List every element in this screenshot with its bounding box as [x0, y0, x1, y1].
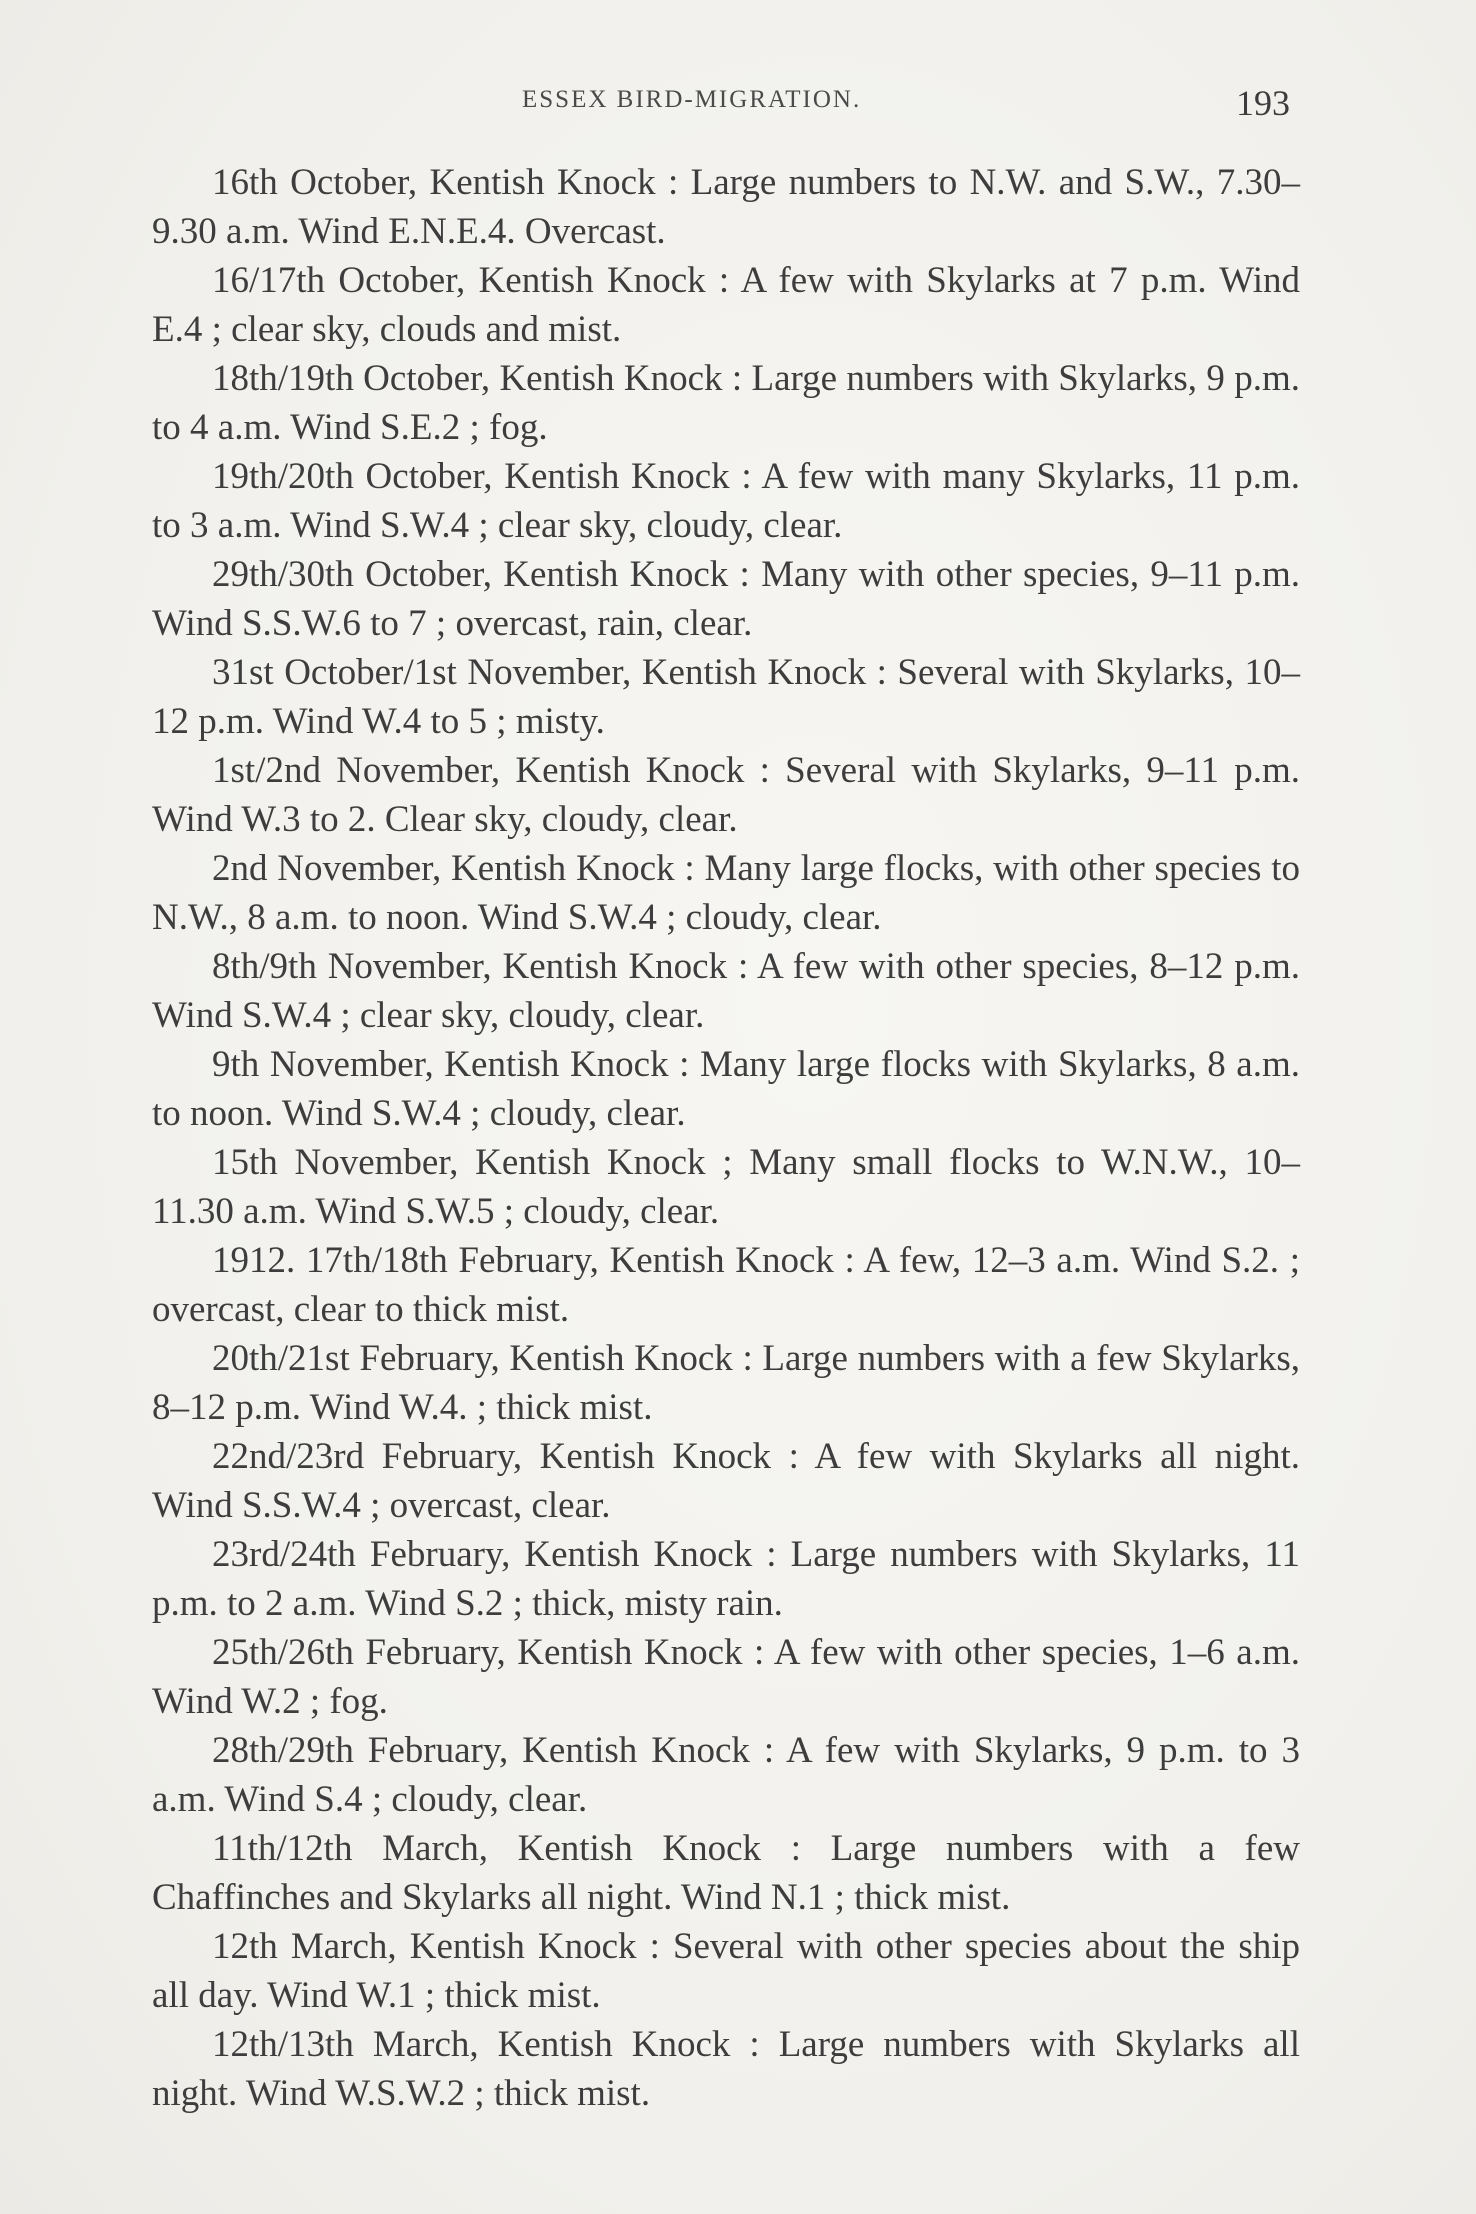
migration-entry: 1st/2nd November, Kentish Knock : Several with Skylarks, 9–11 p.m. Wind W.3 to 2. Clear sky, cloudy, clear.: [152, 750, 1300, 840]
migration-entry: 25th/26th February, Kentish Knock : A few with other species, 1–6 a.m. Wind W.2 ; fog.: [152, 1632, 1300, 1722]
migration-entry: 22nd/23rd February, Kentish Knock : A few with Skylarks all night. Wind S.S.W.4 ; overcast, clear.: [152, 1436, 1300, 1526]
migration-entry: 19th/20th October, Kentish Knock : A few with many Skylarks, 11 p.m. to 3 a.m. Wind S.W.4 ; clear sky, cloudy, clear.: [152, 456, 1300, 546]
migration-entry: 12th March, Kentish Knock : Several with other species about the ship all day. Wind W.1 ; thick mist.: [152, 1926, 1300, 2016]
migration-entry: 20th/21st February, Kentish Knock : Large numbers with a few Skylarks, 8–12 p.m. Wind W.4. ; thick mist.: [152, 1338, 1300, 1428]
migration-entry: 18th/19th October, Kentish Knock : Large numbers with Skylarks, 9 p.m. to 4 a.m. Wind S.E.2 ; fog.: [152, 358, 1300, 448]
migration-entry: 11th/12th March, Kentish Knock : Large numbers with a few Chaffinches and Skylarks all night. Wind N.1 ; thick mist.: [152, 1828, 1300, 1918]
migration-entry: 31st October/1st November, Kentish Knock : Several with Skylarks, 10–12 p.m. Wind W.4 to 5 ; misty.: [152, 652, 1300, 742]
migration-entry: 8th/9th November, Kentish Knock : A few with other species, 8–12 p.m. Wind S.W.4 ; clear sky, cloudy, clear.: [152, 946, 1300, 1036]
page-number: 193: [1236, 83, 1290, 123]
running-title: ESSEX BIRD-MIGRATION.: [522, 86, 862, 113]
migration-entry: 16th October, Kentish Knock : Large numbers to N.W. and S.W., 7.30–9.30 a.m. Wind E.N.E.4. Overcast.: [152, 162, 1300, 252]
migration-entry: 29th/30th October, Kentish Knock : Many with other species, 9–11 p.m. Wind S.S.W.6 to 7 ; overcast, rain, clear.: [152, 554, 1300, 644]
migration-entry: 16/17th October, Kentish Knock : A few with Skylarks at 7 p.m. Wind E.4 ; clear sky, clouds and mist.: [152, 260, 1300, 350]
migration-entry: 15th November, Kentish Knock ; Many small flocks to W.N.W., 10–11.30 a.m. Wind S.W.5 ; cloudy, clear.: [152, 1142, 1300, 1232]
migration-entry: 9th November, Kentish Knock : Many large flocks with Skylarks, 8 a.m. to noon. Wind S.W.4 ; cloudy, clear.: [152, 1044, 1300, 1134]
migration-entry: 23rd/24th February, Kentish Knock : Large numbers with Skylarks, 11 p.m. to 2 a.m. Wind S.2 ; thick, misty rain.: [152, 1534, 1300, 1624]
running-head: [0, 83, 1476, 126]
migration-entry: 2nd November, Kentish Knock : Many large flocks, with other species to N.W., 8 a.m. to noon. Wind S.W.4 ; cloudy, clear.: [152, 848, 1300, 938]
migration-entry: 12th/13th March, Kentish Knock : Large numbers with Skylarks all night. Wind W.S.W.2 ; thick mist.: [152, 2024, 1300, 2114]
body-text: [152, 158, 1300, 2118]
migration-entry: 1912. 17th/18th February, Kentish Knock : A few, 12–3 a.m. Wind S.2. ; overcast, clear to thick mist.: [152, 1240, 1300, 1330]
migration-entry: 28th/29th February, Kentish Knock : A few with Skylarks, 9 p.m. to 3 a.m. Wind S.4 ; cloudy, clear.: [152, 1730, 1300, 1820]
